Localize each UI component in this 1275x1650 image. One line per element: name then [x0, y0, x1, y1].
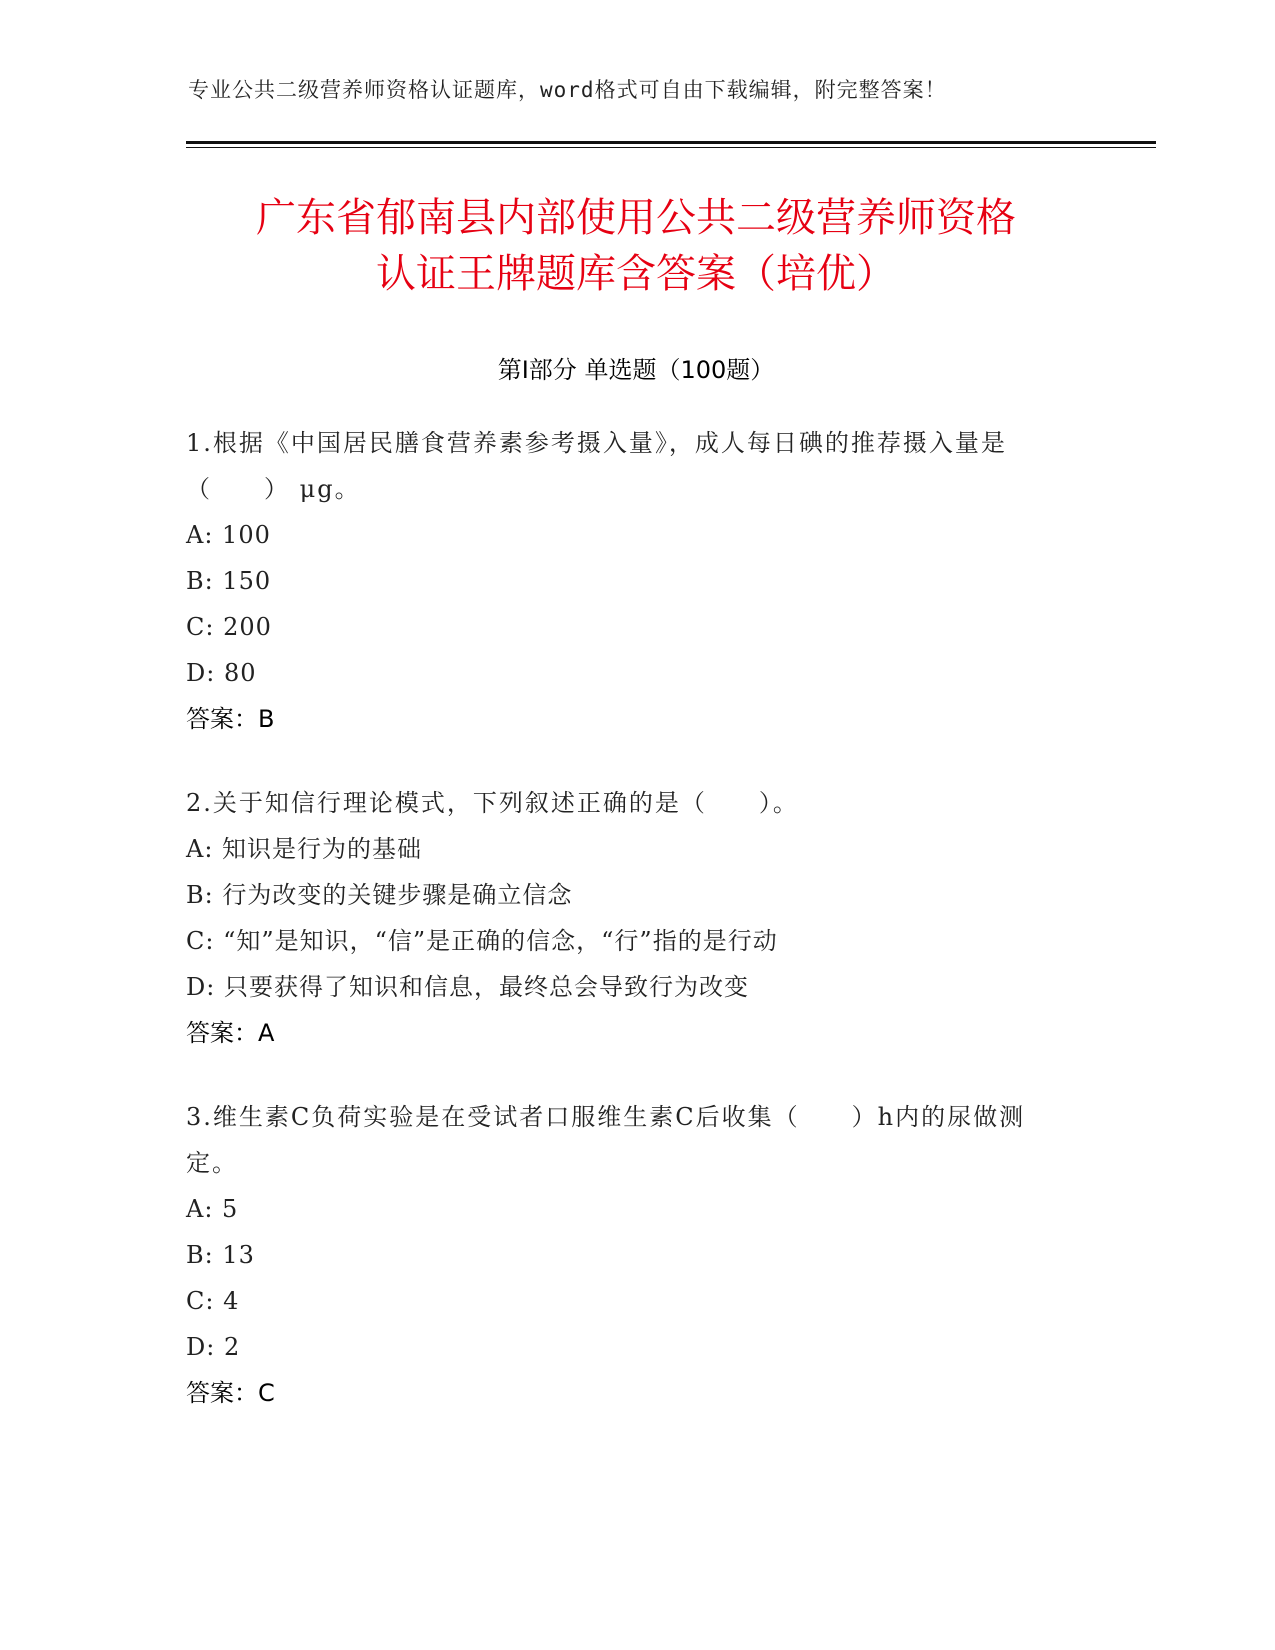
option-b: B: 150 [186, 567, 272, 595]
answer: 答案：C [186, 1379, 275, 1407]
document-title-line-2: 认证王牌题库含答案（培优） [376, 251, 896, 297]
option-b: B: 行为改变的关键步骤是确立信念 [186, 881, 573, 909]
option-d: D: 2 [186, 1333, 241, 1361]
document-title-line-1: 广东省郁南县内部使用公共二级营养师资格 [256, 195, 1016, 241]
option-a: A: 100 [186, 521, 271, 549]
option-c: C: “知”是知识，“信”是正确的信念，“行”指的是行动 [186, 927, 778, 955]
option-a: A: 知识是行为的基础 [186, 835, 423, 863]
option-d: D: 80 [186, 659, 257, 687]
question-2 [186, 780, 1086, 1056]
question-1 [186, 420, 1086, 742]
option-d: D: 只要获得了知识和信息，最终总会导致行为改变 [186, 973, 749, 1001]
question-stem: 1.根据《中国居民膳食营养素参考摄入量》，成人每日碘的推荐摄入量是（ ） μg。 [186, 429, 1007, 503]
header-rule-thin [186, 147, 1156, 148]
option-b: B: 13 [186, 1241, 255, 1269]
answer: 答案：B [186, 705, 275, 733]
question-stem: 3.维生素C负荷实验是在受试者口服维生素C后收集（ ）h内的尿做测定。 [186, 1103, 1026, 1177]
question-3 [186, 1094, 1086, 1416]
header-note: 专业公共二级营养师资格认证题库，word格式可自由下载编辑，附完整答案！ [188, 78, 947, 102]
document-title [186, 190, 1086, 302]
option-a: A: 5 [186, 1195, 239, 1223]
option-c: C: 4 [186, 1287, 240, 1315]
section-title: 第Ⅰ部分 单选题（100题） [497, 356, 775, 384]
option-c: C: 200 [186, 613, 272, 641]
answer: 答案：A [186, 1019, 275, 1047]
question-stem: 2.关于知信行理论模式，下列叙述正确的是（ ）。 [186, 789, 799, 817]
header-rule-thick [186, 141, 1156, 144]
